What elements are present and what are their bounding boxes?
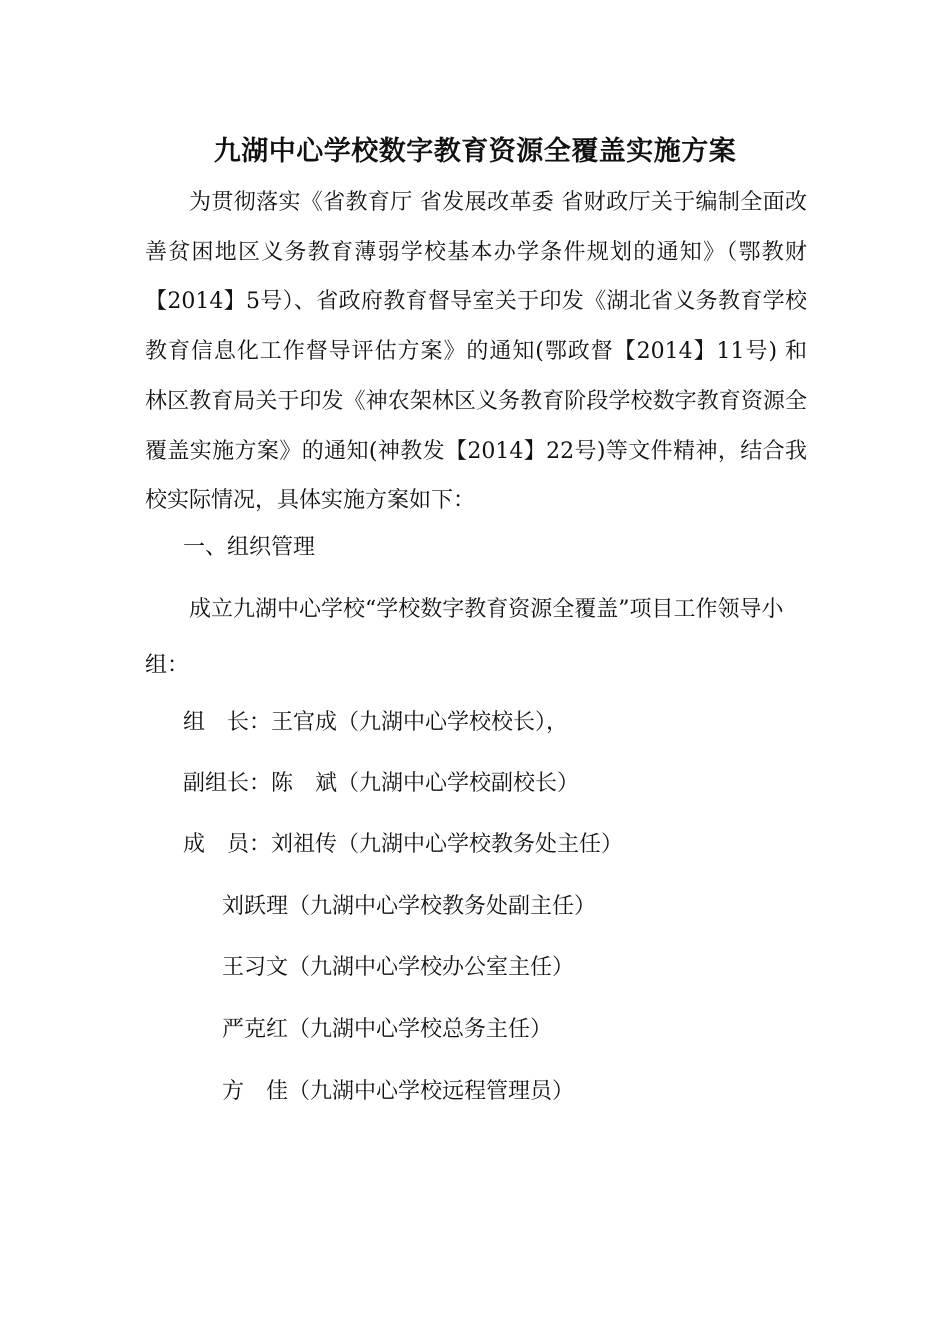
leader-line: 组 长：王官成（九湖中心学校校长）， — [183, 710, 569, 735]
member-line: 刘跃理（九湖中心学校教务处副主任） — [222, 894, 597, 919]
group-intro-paragraph: 成立九湖中心学校“学校数字教育资源全覆盖”项目工作领导小组： — [145, 597, 784, 678]
intro-paragraph: 为贯彻落实《省教育厅 省发展改革委 省财政厅关于编制全面改善贫困地区义务教育薄弱学校基本办学条件规划的通知》（鄂教财【2014】5号）、省政府教育督导室关于印发《湖北省义务教育学校教育信息化工作督导评估方案》的通知(鄂政督【2014】11号) 和 林区教育局关于印发《神农架林区义务教育阶段学校数字教育资源全覆盖实施方案》的通知(神教发【2014】22号)等文件精神，结合我校实际情况，具体实施方案如下： — [145, 190, 807, 514]
member-line: 成 员：刘祖传（九湖中心学校教务处主任） — [183, 832, 624, 857]
member-line: 严克红（九湖中心学校总务主任） — [222, 1017, 553, 1042]
document-title: 九湖中心学校数字教育资源全覆盖实施方案 — [213, 136, 737, 167]
member-line: 方 佳（九湖中心学校远程管理员） — [222, 1079, 575, 1104]
member-line: 王习文（九湖中心学校办公室主任） — [222, 955, 575, 980]
section-heading: 一、组织管理 — [183, 535, 316, 560]
deputy-line: 副组长：陈 斌（九湖中心学校副校长） — [183, 771, 580, 796]
